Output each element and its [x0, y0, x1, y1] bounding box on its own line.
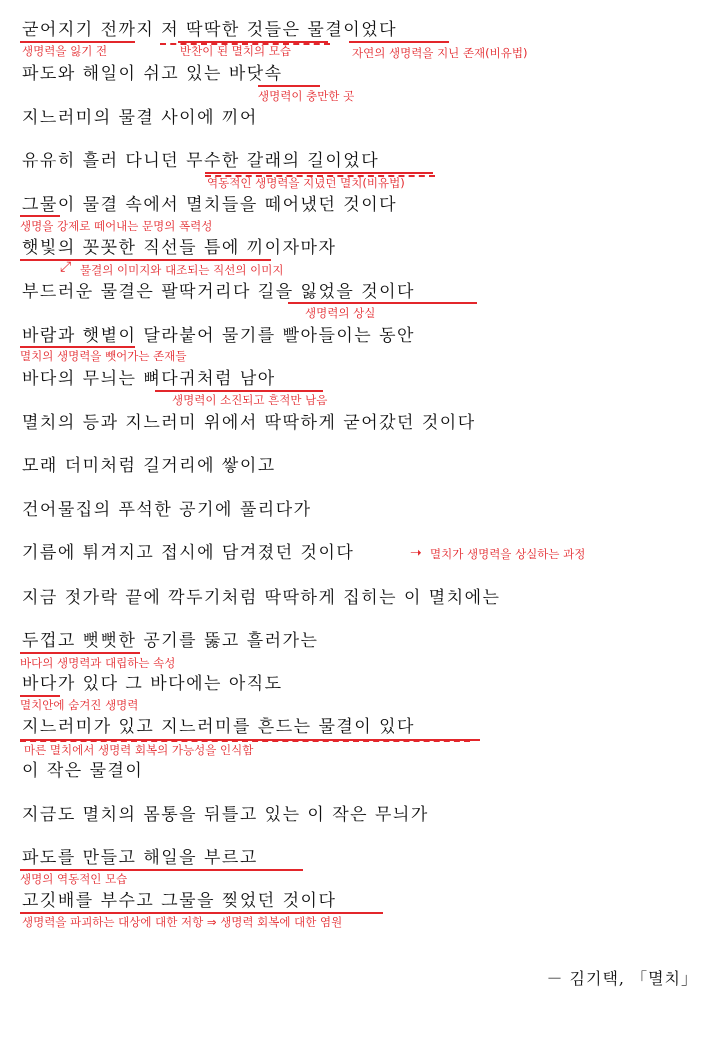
annotation: 마른 멸치에서 생명력 회복의 가능성을 인식함 [24, 743, 254, 757]
underline [20, 259, 271, 261]
underline [205, 172, 433, 174]
right-arrow-icon: ➝ [410, 545, 422, 561]
poem-line-3: 지느러미의 물결 사이에 끼어 [22, 108, 258, 128]
poem-line-6: 햇빛의 꼿꼿한 직선들 틈에 끼이자마자 [22, 238, 337, 258]
annotation: 생명력을 파괴하는 대상에 대한 저항 ⇒ 생명력 회복에 대한 염원 [22, 915, 343, 929]
poem-line-2: 파도와 해일이 쉬고 있는 바닷속 [22, 64, 283, 84]
poem-line-10: 멸치의 등과 지느러미 위에서 딱딱하게 굳어갔던 것이다 [22, 413, 476, 433]
underline [155, 390, 323, 392]
poem-line-19: 지금도 멸치의 몸통을 뒤틀고 있는 이 작은 무늬가 [22, 805, 429, 825]
annotation: 물결의 이미지와 대조되는 직선의 이미지 [80, 263, 284, 277]
poem-line-8: 바람과 햇볕이 달라붙어 물기를 빨아들이는 동안 [22, 326, 415, 346]
annotation: 멸치의 생명력을 뺏어가는 존재들 [20, 349, 187, 363]
poem-line-11: 모래 더미처럼 길거리에 쌓이고 [22, 456, 276, 476]
poem-line-4: 유유히 흘러 다니던 무수한 갈래의 길이었다 [22, 151, 380, 171]
poem-line-16: 바다가 있다 그 바다에는 아직도 [22, 674, 283, 694]
annotation: 생명력이 소진되고 흔적만 남음 [172, 393, 328, 407]
underline [20, 912, 383, 914]
poem-line-12: 건어물집의 푸석한 공기에 풀리다가 [22, 500, 312, 520]
annotation: 생명의 역동적인 모습 [20, 872, 128, 886]
poem-line-9: 바다의 무늬는 뼈다귀처럼 남아 [22, 369, 276, 389]
annotation: 멸치가 생명력을 상실하는 과정 [430, 547, 586, 561]
dashed-underline [20, 740, 470, 742]
annotation: 멸치안에 숨겨진 생명력 [20, 698, 139, 712]
poem-line-18: 이 작은 물결이 [22, 761, 144, 781]
underline [20, 41, 135, 43]
poem-line-15: 두껍고 뻣뻣한 공기를 뚫고 흘러가는 [22, 631, 319, 651]
annotation: 역동적인 생명력을 지녔던 멸치(비유법) [207, 176, 405, 190]
poem-line-1: 굳어지기 전까지 저 딱딱한 것들은 물결이었다 [22, 20, 398, 40]
underline [20, 695, 60, 697]
annotation: 자연의 생명력을 지닌 존재(비유법) [352, 46, 528, 60]
annotation: 생명력을 잃기 전 [22, 44, 108, 58]
underline [288, 302, 477, 304]
annotation: 생명력이 충만한 곳 [258, 89, 355, 103]
annotation: 생명을 강제로 떼어내는 문명의 폭력성 [20, 219, 213, 233]
underline [20, 652, 140, 654]
underline [349, 41, 449, 43]
underline [258, 85, 320, 87]
annotation: 바다의 생명력과 대립하는 속성 [20, 656, 176, 670]
poem-line-17: 지느러미가 있고 지느러미를 흔드는 물결이 있다 [22, 717, 415, 737]
underline [20, 215, 60, 217]
poem-line-5: 그물이 물결 속에서 멸치들을 떼어냈던 것이다 [22, 195, 398, 215]
annotation: 생명력의 상실 [305, 306, 376, 320]
underline [20, 346, 135, 348]
poem-line-13: 기름에 튀겨지고 접시에 담겨졌던 것이다 [22, 543, 355, 563]
diagonal-arrow-icon: ⤢ [60, 259, 72, 275]
poem-line-14: 지금 젓가락 끝에 깍두기처럼 딱딱하게 집히는 이 멸치에는 [22, 588, 501, 608]
poem-line-7: 부드러운 물결은 팔딱거리다 길을 잃었을 것이다 [22, 282, 415, 302]
annotation: 반찬이 된 멸치의 모습 [180, 44, 291, 58]
poem-author: － 김기택, 「멸치」 [546, 969, 698, 988]
poem-line-20: 파도를 만들고 해일을 부르고 [22, 848, 258, 868]
underline [20, 869, 303, 871]
poem-line-21: 고깃배를 부수고 그물을 찢었던 것이다 [22, 891, 337, 911]
